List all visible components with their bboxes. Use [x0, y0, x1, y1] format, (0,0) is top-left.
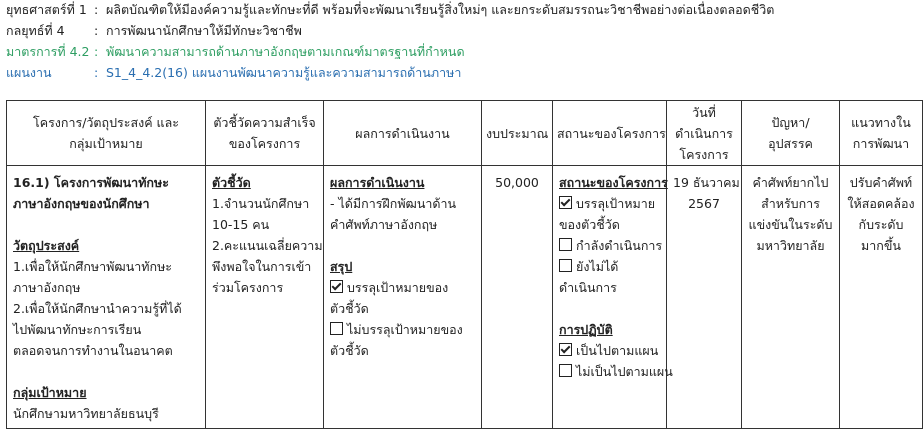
objective-line: 1.เพื่อให้นักศึกษาพัฒนาทักษะ: [13, 259, 173, 274]
checkbox-not-met[interactable]: [330, 322, 343, 335]
date-cell: [667, 166, 742, 429]
project-table: [6, 100, 923, 429]
indicator-line: 10-15 คน: [212, 217, 270, 232]
objective-line: ไปพัฒนาทักษะการเรียน: [13, 322, 142, 337]
project-cell: [7, 166, 206, 429]
date-line: 2567: [688, 196, 720, 211]
header-problem: ปัญหา/ อุปสรรค: [742, 101, 840, 166]
target-text: นักศึกษามหาวิทยาลัยธนบุรี: [13, 406, 159, 421]
improvement-line: ให้สอดคล้อง: [847, 196, 915, 211]
problem-line: มหาวิทยาลัย: [756, 238, 825, 253]
status-option-label: กำลังดำเนินการ: [576, 238, 663, 253]
objective-line: ตลอดจนการทำงานในอนาคต: [13, 343, 173, 358]
objective-heading: วัตถุประสงค์: [13, 238, 80, 253]
status-cell: [553, 166, 673, 429]
colon: :: [94, 23, 99, 38]
result-line: คำศัพท์ภาษาอังกฤษ: [330, 217, 438, 232]
header-improvement: แนวทางใน การพัฒนา: [840, 101, 923, 166]
measure-row: [6, 42, 465, 62]
header-date: วันที่ ดำเนินการ โครงการ: [667, 101, 742, 166]
result-line: - ได้มีการฝึกพัฒนาด้าน: [330, 196, 457, 211]
project-title-line: 16.1) โครงการพัฒนาทักษะ: [13, 175, 169, 190]
tactic-text: การพัฒนานักศึกษาให้มีทักษะวิชาชีพ: [106, 23, 302, 38]
strategy-row: [6, 0, 774, 20]
tactic-row: [6, 21, 302, 41]
practice-option-label: เป็นไปตามแผน: [576, 343, 659, 358]
checkbox-status-achieved[interactable]: [559, 196, 572, 209]
measure-text: พัฒนาความสามารถด้านภาษาอังกฤษตามเกณฑ์มาตรฐานที่กำหนด: [106, 44, 465, 59]
indicator-line: 1.จำนวนนักศึกษา: [212, 196, 310, 211]
indicator-line: พึงพอใจในการเข้า: [212, 259, 312, 274]
met-label-cont: ตัวชี้วัด: [330, 301, 369, 316]
target-heading: กลุ่มเป้าหมาย: [13, 385, 87, 400]
header-indicator: ตัวชี้วัดความสำเร็จ ของโครงการ: [206, 101, 324, 166]
date-line: 19 ธันวาคม: [673, 175, 740, 190]
table-header-row: [7, 101, 923, 166]
indicator-line: ร่วมโครงการ: [212, 280, 284, 295]
colon: :: [94, 2, 99, 17]
status-heading: สถานะของโครงการ: [559, 175, 668, 190]
header-budget: งบประมาณ: [482, 101, 553, 166]
table-row: [7, 166, 923, 429]
not-met-label-cont: ตัวชี้วัด: [330, 343, 369, 358]
measure-label: มาตรการที่ 4.2: [6, 44, 90, 59]
status-option-label: บรรลุเป้าหมาย: [576, 196, 656, 211]
checkbox-met[interactable]: [330, 280, 343, 293]
result-cell: [324, 166, 482, 429]
practice-option-label: ไม่เป็นไปตามแผน: [576, 364, 673, 379]
checkbox-status-not-started[interactable]: [559, 259, 572, 272]
indicator-line: 2.คะแนนเฉลี่ยความ: [212, 238, 323, 253]
summary-heading: สรุป: [330, 259, 353, 274]
status-option-label-cont: ของตัวชี้วัด: [559, 217, 620, 232]
not-met-label: ไม่บรรลุเป้าหมายของ: [347, 322, 463, 337]
indicator-heading: ตัวชี้วัด: [212, 175, 251, 190]
header-result: ผลการดำเนินงาน: [324, 101, 482, 166]
tactic-label: กลยุทธ์ที่ 4: [6, 23, 65, 38]
checkbox-on-plan[interactable]: [559, 343, 572, 356]
plan-row: [6, 63, 461, 83]
improvement-cell: [840, 166, 923, 429]
header-project: โครงการ/วัตถุประสงค์ และ กลุ่มเป้าหมาย: [7, 101, 206, 166]
header-status: สถานะของโครงการ: [553, 101, 667, 166]
colon: :: [94, 65, 99, 80]
budget-cell: [482, 166, 553, 429]
colon: :: [94, 44, 99, 59]
status-option-label: ยังไม่ได้: [576, 259, 619, 274]
status-option-label-cont: ดำเนินการ: [559, 280, 617, 295]
practice-heading: การปฏิบัติ: [559, 322, 613, 337]
objective-line: ภาษาอังกฤษ: [13, 280, 81, 295]
problem-cell: [742, 166, 840, 429]
indicator-cell: [206, 166, 324, 429]
checkbox-status-in-progress[interactable]: [559, 238, 572, 251]
problem-line: คำศัพท์ยากไป: [752, 175, 829, 190]
checkbox-off-plan[interactable]: [559, 364, 572, 377]
improvement-line: กับระดับ: [858, 217, 904, 232]
plan-text: S1_4_4.2(16) แผนงานพัฒนาความรู้และความสามารถด้านภาษา: [106, 65, 462, 80]
problem-line: แข่งขันในระดับ: [748, 217, 833, 232]
improvement-line: ปรับคำศัพท์: [849, 175, 913, 190]
strategy-label: ยุทธศาสตร์ที่ 1: [6, 2, 87, 17]
plan-label: แผนงาน: [6, 65, 52, 80]
objective-line: 2.เพื่อให้นักศึกษานำความรู้ที่ได้: [13, 301, 182, 316]
project-title-line: ภาษาอังกฤษของนักศึกษา: [13, 196, 150, 211]
met-label: บรรลุเป้าหมายของ: [347, 280, 449, 295]
budget-value: 50,000: [495, 175, 539, 190]
result-heading: ผลการดำเนินงาน: [330, 175, 425, 190]
problem-line: สำหรับการ: [761, 196, 820, 211]
improvement-line: มากขึ้น: [861, 238, 901, 253]
strategy-text: ผลิตบัณฑิตให้มีองค์ความรู้และทักษะที่ดี พร้อมที่จะพัฒนาเรียนรู้สิ่งใหม่ๆ และยกระดับสมรรถนะวิชาชีพอย่างต่อเนื่องตลอดชีวิต: [106, 2, 775, 17]
